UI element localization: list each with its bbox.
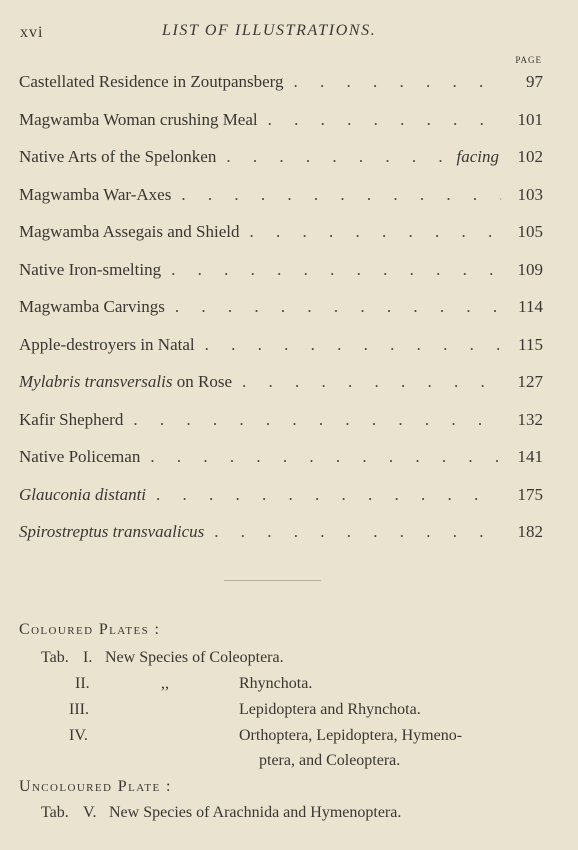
plate-number: III. bbox=[69, 701, 89, 718]
illustration-page: 175 bbox=[517, 484, 543, 504]
list-item bbox=[19, 335, 543, 373]
dot-leader bbox=[294, 72, 501, 92]
illustration-title: Magwamba Assegais and Shield bbox=[19, 222, 240, 241]
illustration-title: Native Policeman bbox=[19, 447, 141, 466]
dot-leader bbox=[250, 222, 502, 242]
tab-prefix: Tab. bbox=[41, 804, 69, 821]
ditto-mark: ,, bbox=[161, 675, 169, 692]
dot-leader bbox=[171, 260, 501, 280]
species-name: Spirostreptus transvaalicus bbox=[19, 522, 205, 541]
facing-label: facing bbox=[456, 147, 499, 166]
list-item bbox=[19, 147, 543, 185]
illustration-page: 109 bbox=[517, 259, 543, 279]
list-item bbox=[19, 260, 543, 298]
dot-leader bbox=[181, 185, 501, 205]
list-item bbox=[19, 185, 543, 223]
page-column-label: PAGE bbox=[515, 55, 542, 65]
dot-leader bbox=[242, 372, 501, 392]
list-item bbox=[19, 72, 543, 110]
dot-leader bbox=[150, 447, 501, 467]
tab-prefix: Tab. bbox=[41, 649, 69, 666]
plate-description: Orthoptera, Lepidoptera, Hymeno- bbox=[239, 727, 463, 744]
plate-description: Rhynchota. bbox=[239, 675, 313, 692]
species-name: Mylabris transversalis bbox=[19, 372, 173, 391]
illustration-title: Castellated Residence in Zoutpansberg bbox=[19, 72, 284, 91]
illustration-title: Magwamba Carvings bbox=[19, 297, 165, 316]
plate-number: I. bbox=[83, 649, 93, 666]
plate-description: New Species of Arachnida and Hymenoptera. bbox=[109, 804, 402, 821]
dot-leader bbox=[205, 335, 501, 355]
page-title: LIST OF ILLUSTRATIONS. bbox=[162, 22, 377, 39]
dot-leader bbox=[175, 297, 501, 317]
illustration-page: 102 bbox=[517, 147, 543, 166]
illustration-page: 97 bbox=[526, 72, 543, 91]
dot-leader bbox=[156, 485, 501, 505]
plate-description: New Species of Coleoptera. bbox=[105, 649, 284, 666]
illustration-title: Kafir Shepherd bbox=[19, 409, 124, 429]
list-item bbox=[19, 222, 543, 260]
illustration-title: Magwamba War-Axes bbox=[19, 184, 172, 204]
illustration-page: 132 bbox=[517, 409, 543, 429]
illustration-page: 114 bbox=[518, 297, 543, 316]
dot-leader bbox=[133, 410, 501, 430]
illustration-title-wrap bbox=[19, 522, 204, 542]
plate-number: IV. bbox=[69, 727, 88, 744]
illustration-title-wrap bbox=[19, 485, 146, 505]
uncoloured-plate-heading: Uncoloured Plate : bbox=[19, 778, 172, 795]
species-name: Glauconia distanti bbox=[19, 484, 147, 504]
illustration-page: 127 bbox=[517, 372, 543, 391]
illustration-page: 115 bbox=[518, 334, 543, 354]
illustration-page: 103 bbox=[517, 184, 543, 204]
list-item bbox=[19, 447, 543, 485]
illustration-title: Native Iron-smelting bbox=[19, 259, 162, 279]
dot-leader bbox=[226, 147, 448, 167]
list-item bbox=[19, 297, 543, 335]
plate-number: II. bbox=[75, 675, 90, 692]
illustration-page: 101 bbox=[517, 109, 543, 129]
illustration-page: 141 bbox=[517, 447, 543, 466]
illustration-title: Apple-destroyers in Natal bbox=[19, 334, 195, 354]
plate-description: Lepidoptera and Rhynchota. bbox=[239, 701, 421, 718]
illustration-page: 105 bbox=[517, 222, 543, 241]
list-item bbox=[19, 110, 543, 148]
illustrations-list bbox=[19, 72, 543, 560]
title-suffix: on Rose bbox=[172, 372, 232, 391]
list-item bbox=[19, 485, 543, 523]
list-item bbox=[19, 372, 543, 410]
list-item bbox=[19, 410, 543, 448]
plate-number: V. bbox=[83, 804, 97, 821]
section-divider bbox=[224, 580, 321, 581]
illustration-title: Magwamba Woman crushing Meal bbox=[19, 109, 258, 129]
dot-leader bbox=[214, 522, 501, 542]
illustration-title: Native Arts of the Spelonken bbox=[19, 147, 217, 166]
coloured-plates-heading: Coloured Plates : bbox=[19, 621, 161, 638]
plate-description-continued: ptera, and Coleoptera. bbox=[259, 752, 401, 769]
illustration-title-mixed bbox=[19, 372, 232, 392]
dot-leader bbox=[268, 110, 501, 130]
list-item bbox=[19, 522, 543, 560]
page-number: xvi bbox=[20, 24, 44, 41]
illustration-page: 182 bbox=[517, 522, 543, 541]
